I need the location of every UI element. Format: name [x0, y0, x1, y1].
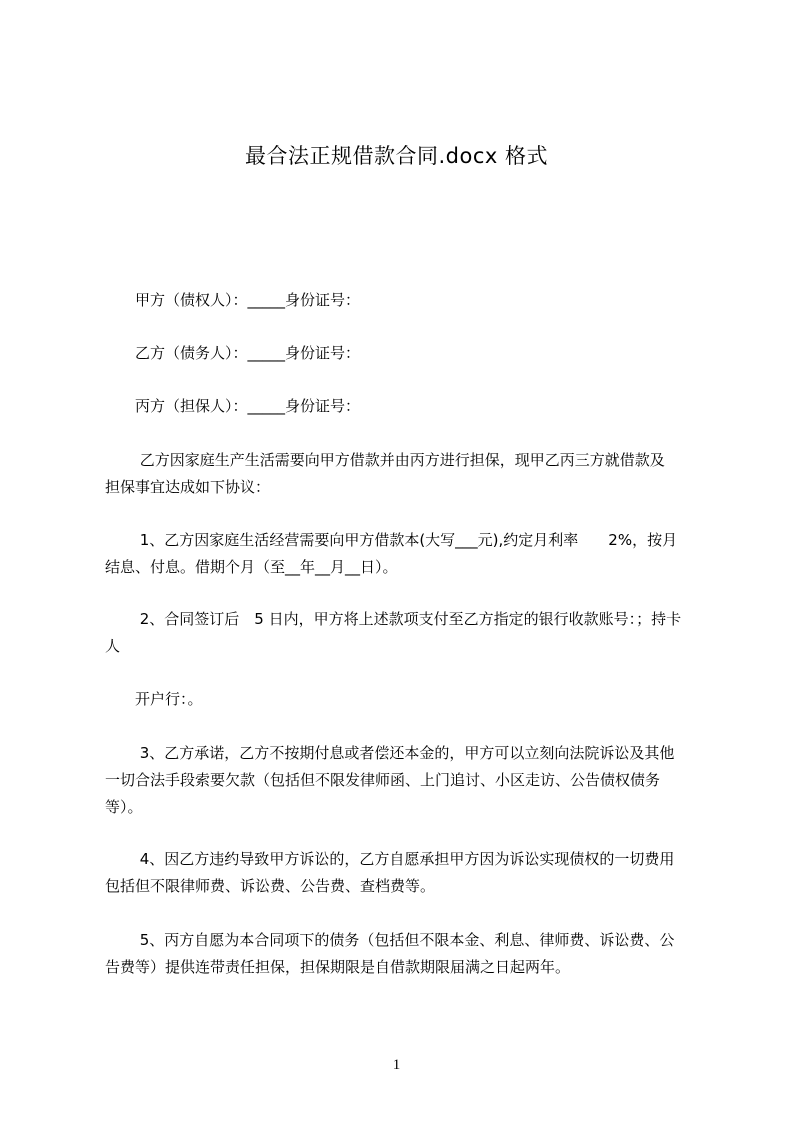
document-title: 最合法正规借款合同.docx 格式: [244, 144, 548, 168]
text-line: 4、因乙方违约导致甲方诉讼的，乙方自愿承担甲方因为诉讼实现债权的一切费用: [105, 850, 675, 868]
party-c-line: [105, 393, 725, 420]
clause-1-paragraph: [105, 527, 725, 581]
text-line: 乙方（债务人）：_____身份证号：: [105, 344, 361, 362]
text-line: 甲方（债权人）：_____身份证号：: [105, 291, 361, 309]
text-line: 一切合法手段索要欠款（包括但不限发律师函、上门追讨、小区走访、公告债权债务: [105, 771, 661, 789]
text-line: 告费等）提供连带责任担保，担保期限是自借款期限届满之日起两年。: [105, 958, 571, 976]
clause-2-paragraph: [105, 606, 725, 660]
text-line: 担保事宜达成如下协议：: [105, 478, 271, 496]
text-line: 开户行：。: [105, 690, 203, 708]
clause-3-paragraph: [105, 740, 725, 821]
party-b-line: [105, 340, 725, 367]
page-number: 1: [392, 1057, 401, 1073]
text-line: 包括但不限律师费、诉讼费、公告费、查档费等。: [105, 877, 436, 895]
text-line: 乙方因家庭生产生活需要向甲方借款并由丙方进行担保，现甲乙丙三方就借款及: [105, 451, 665, 469]
text-line: 1、乙方因家庭生活经营需要向甲方借款本(大写___元),约定月利率 2%，按月: [105, 531, 678, 549]
text-line: 2、合同签订后 5 日内，甲方将上述款项支付至乙方指定的银行收款账号：；持卡: [105, 610, 682, 628]
clause-5-paragraph: [105, 927, 725, 981]
party-a-line: [105, 287, 725, 314]
text-line: 丙方（担保人）：_____身份证号：: [105, 397, 361, 415]
text-line: 3、乙方承诺，乙方不按期付息或者偿还本金的，甲方可以立刻向法院诉讼及其他: [105, 744, 675, 762]
bank-line: [105, 686, 725, 713]
clause-4-paragraph: [105, 846, 725, 900]
text-line: 人: [105, 637, 121, 655]
text-line: 结息、付息。借期个月（至__年__月__日）。: [105, 558, 398, 576]
text-line: 5、丙方自愿为本合同项下的债务（包括但不限本金、利息、律师费、诉讼费、公: [105, 931, 675, 949]
preamble-paragraph: [105, 447, 725, 501]
text-line: 等）。: [105, 798, 143, 816]
